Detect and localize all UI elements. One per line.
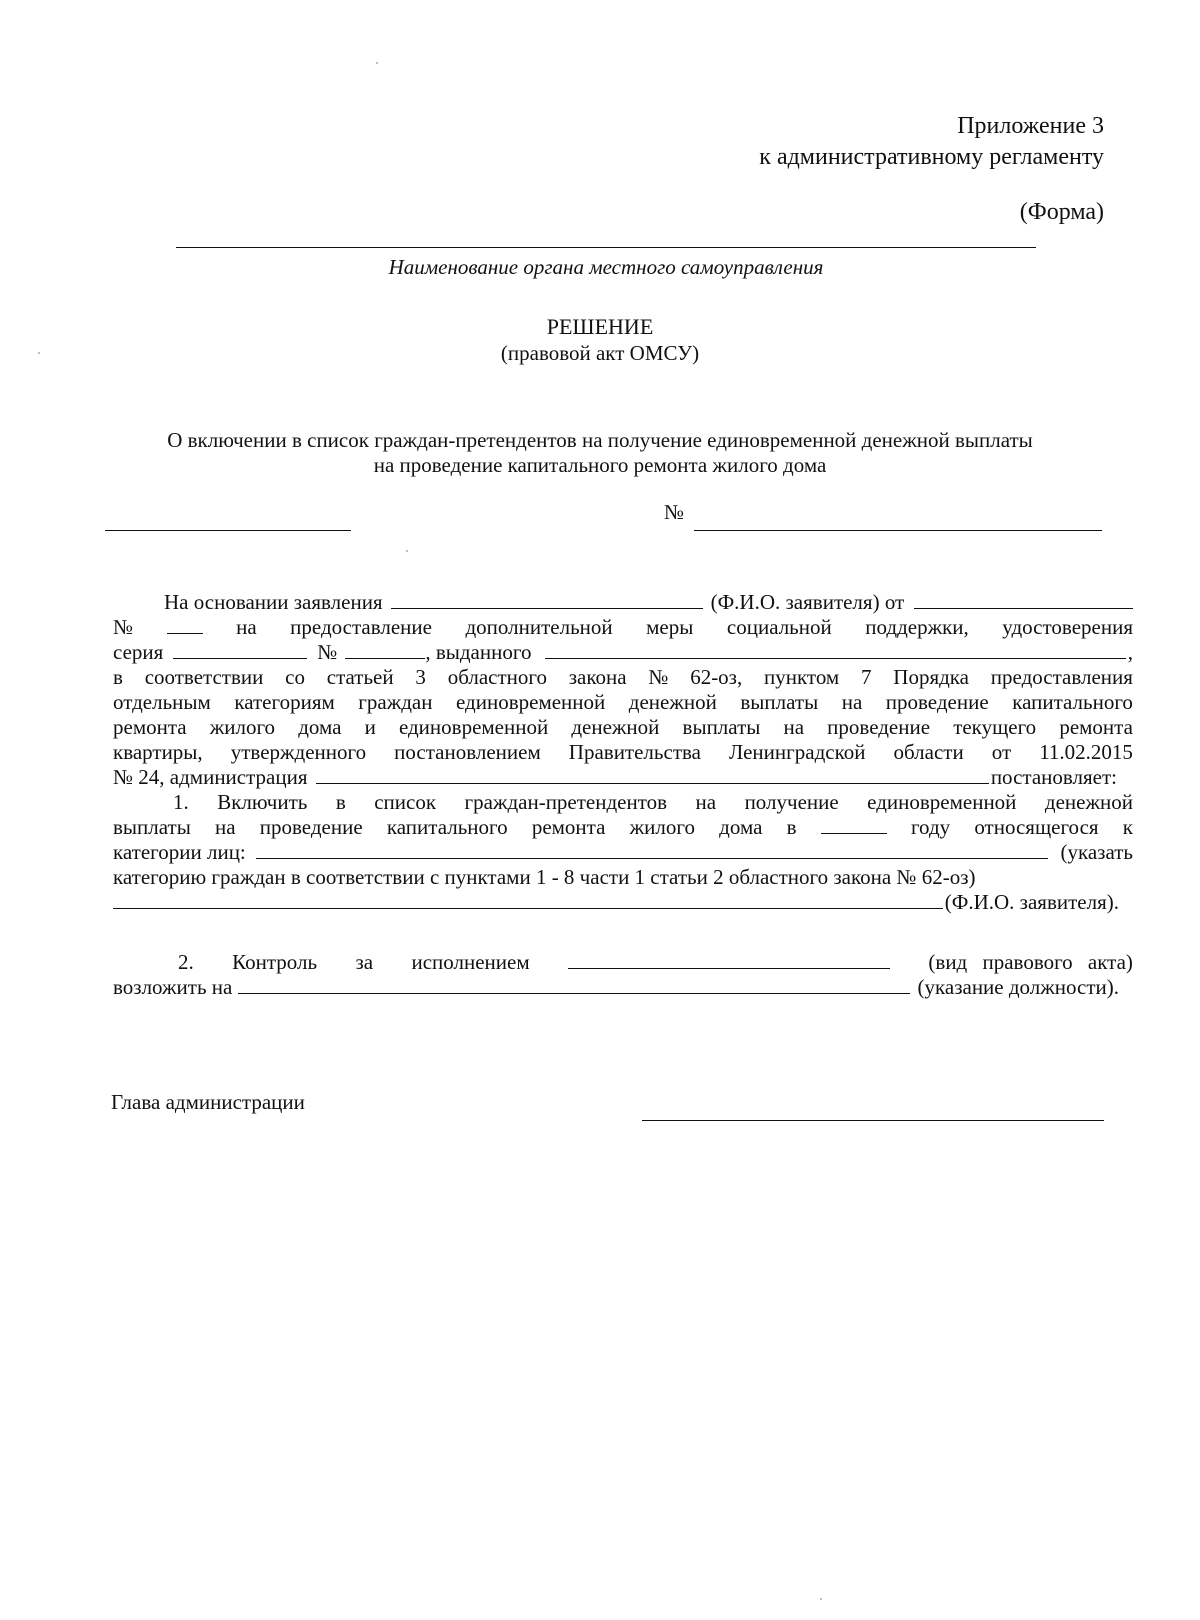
text-fragment: (Ф.И.О. заявителя) от bbox=[710, 590, 905, 614]
decision-date-field[interactable] bbox=[105, 530, 351, 531]
word: году bbox=[910, 815, 951, 839]
act-type-field[interactable] bbox=[568, 950, 890, 969]
word: единовременной bbox=[398, 715, 549, 739]
word: исполнением bbox=[411, 950, 530, 974]
signature-label: Глава администрации bbox=[111, 1090, 305, 1114]
word: единовременной bbox=[867, 790, 1017, 814]
word: 3 bbox=[415, 665, 426, 689]
word: поддержки, bbox=[865, 615, 969, 639]
body-line-1 bbox=[113, 590, 1133, 615]
word: выплаты bbox=[740, 690, 819, 714]
word: граждан bbox=[358, 690, 433, 714]
word: капитального bbox=[1012, 690, 1133, 714]
text-fragment: На основании заявления bbox=[164, 590, 383, 614]
word: к bbox=[1122, 815, 1133, 839]
word: проведение bbox=[259, 815, 363, 839]
word: дополнительной bbox=[465, 615, 613, 639]
authority-name-field[interactable] bbox=[176, 247, 1036, 248]
subject-line-2: на проведение капитального ремонта жилого дома bbox=[373, 453, 827, 477]
text-fragment: категории лиц: bbox=[113, 840, 246, 864]
word: проведение bbox=[885, 690, 989, 714]
applicant-name-field[interactable] bbox=[391, 590, 703, 609]
text-fragment: постановляет: bbox=[990, 765, 1117, 789]
text-fragment: № bbox=[317, 640, 338, 664]
text-fragment: возложить на bbox=[113, 975, 233, 999]
word: квартиры, bbox=[113, 740, 203, 764]
certificate-series-field[interactable] bbox=[173, 640, 307, 659]
word: № bbox=[648, 665, 669, 689]
word: выплаты bbox=[113, 815, 191, 839]
text-fragment: (указание должности). bbox=[917, 975, 1119, 999]
word: на bbox=[841, 690, 863, 714]
word: меры bbox=[646, 615, 694, 639]
document-title: РЕШЕНИЕ bbox=[546, 314, 654, 339]
form-label: (Форма) bbox=[1019, 199, 1104, 225]
word: 62-оз, bbox=[690, 665, 743, 689]
word: Контроль bbox=[232, 950, 318, 974]
administration-name-field[interactable] bbox=[316, 765, 989, 784]
word: Порядка bbox=[893, 665, 969, 689]
body-line-5 bbox=[113, 690, 1133, 715]
word: относящегося bbox=[974, 815, 1099, 839]
application-number-field[interactable] bbox=[167, 615, 203, 634]
signature-field[interactable] bbox=[642, 1120, 1104, 1121]
text-fragment: серия bbox=[113, 640, 164, 664]
word: удостоверения bbox=[1002, 615, 1133, 639]
body-line-8 bbox=[113, 765, 1133, 790]
word: со bbox=[285, 665, 305, 689]
body-line-2 bbox=[113, 615, 1133, 640]
word: за bbox=[355, 950, 374, 974]
word: соответствии bbox=[144, 665, 264, 689]
responsible-position-field[interactable] bbox=[238, 975, 909, 994]
word: на bbox=[236, 615, 257, 639]
word: категориям bbox=[234, 690, 335, 714]
application-date-field[interactable] bbox=[914, 590, 1133, 609]
text-fragment: № bbox=[113, 615, 134, 639]
word: Ленинградской bbox=[729, 740, 866, 764]
text-fragment: № 24, администрация bbox=[113, 765, 308, 789]
item-1-line-3 bbox=[113, 840, 1133, 865]
word: постановлением bbox=[394, 740, 541, 764]
word: в bbox=[786, 815, 797, 839]
category-field[interactable] bbox=[256, 840, 1049, 859]
text-fragment: , bbox=[1127, 640, 1133, 664]
word: текущего bbox=[953, 715, 1037, 739]
appendix-reference: к административному регламенту bbox=[759, 144, 1104, 170]
word: и bbox=[364, 715, 376, 739]
word: жилого bbox=[629, 815, 695, 839]
word: на bbox=[215, 815, 236, 839]
text-fragment: (вид правового акта) bbox=[928, 950, 1133, 974]
body-line-3 bbox=[113, 640, 1133, 665]
body-line-4 bbox=[113, 665, 1133, 690]
word: утвержденного bbox=[230, 740, 367, 764]
word: дома bbox=[298, 715, 342, 739]
word: пунктом bbox=[764, 665, 840, 689]
text-fragment: , выданного bbox=[425, 640, 532, 664]
text-fragment: (Ф.И.О. заявителя). bbox=[944, 890, 1119, 914]
document-subtitle: (правовой акт ОМСУ) bbox=[500, 341, 700, 365]
word: отдельным bbox=[113, 690, 211, 714]
word: денежной bbox=[628, 690, 717, 714]
word: ремонта bbox=[113, 715, 187, 739]
subject-line-1: О включении в список граждан-претендентов на получение единовременной денежной выплаты bbox=[167, 428, 1033, 452]
item-1-line-4: категорию граждан в соответствии с пунктами 1 - 8 части 1 статьи 2 областного закона № 62-оз) bbox=[113, 865, 976, 889]
word: 2. bbox=[178, 950, 194, 974]
body-line-7 bbox=[113, 740, 1133, 765]
word: список bbox=[374, 790, 437, 814]
year-field[interactable] bbox=[821, 815, 887, 834]
word: в bbox=[335, 790, 346, 814]
word: предоставление bbox=[290, 615, 432, 639]
word: капитального bbox=[386, 815, 508, 839]
word: дома bbox=[719, 815, 763, 839]
word: 11.02.2015 bbox=[1039, 740, 1133, 764]
word: Включить bbox=[217, 790, 308, 814]
word: единовременной bbox=[456, 690, 606, 714]
item-2-line-2 bbox=[113, 975, 1133, 1000]
appendix-number: Приложение 3 bbox=[957, 113, 1104, 139]
text-fragment: (указать bbox=[1060, 840, 1133, 864]
word: жилого bbox=[209, 715, 276, 739]
word: предоставления bbox=[990, 665, 1133, 689]
word: областного bbox=[447, 665, 547, 689]
word: области bbox=[893, 740, 964, 764]
decision-number-field[interactable] bbox=[694, 530, 1102, 531]
scan-speck bbox=[376, 62, 378, 64]
number-sign: № bbox=[664, 500, 685, 524]
word: в bbox=[113, 665, 123, 689]
word: ремонта bbox=[1059, 715, 1133, 739]
scan-speck bbox=[38, 352, 40, 354]
issued-by-field[interactable] bbox=[545, 640, 1125, 659]
word: денежной bbox=[1044, 790, 1133, 814]
item-1-line-2 bbox=[113, 815, 1133, 840]
word: 1. bbox=[173, 790, 189, 814]
word: выплаты bbox=[682, 715, 761, 739]
authority-caption: Наименование органа местного самоуправления bbox=[388, 255, 824, 279]
scan-speck bbox=[406, 550, 408, 552]
scan-speck bbox=[820, 1598, 822, 1600]
word: 7 bbox=[861, 665, 872, 689]
word: денежной bbox=[571, 715, 660, 739]
word: получение bbox=[744, 790, 839, 814]
word: граждан-претендентов bbox=[464, 790, 668, 814]
word: проведение bbox=[827, 715, 931, 739]
item-1-line-1 bbox=[173, 790, 1133, 815]
body-line-6 bbox=[113, 715, 1133, 740]
word: Правительства bbox=[568, 740, 701, 764]
word: социальной bbox=[726, 615, 832, 639]
word: от bbox=[991, 740, 1012, 764]
item-1-line-5 bbox=[113, 890, 1133, 915]
word: статьей bbox=[326, 665, 394, 689]
word: закона bbox=[568, 665, 627, 689]
word: ремонта bbox=[531, 815, 606, 839]
word: на bbox=[783, 715, 805, 739]
applicant-fullname-field[interactable] bbox=[113, 890, 943, 909]
certificate-number-field[interactable] bbox=[345, 640, 425, 659]
word: на bbox=[695, 790, 717, 814]
item-2-line-1 bbox=[178, 950, 1133, 975]
